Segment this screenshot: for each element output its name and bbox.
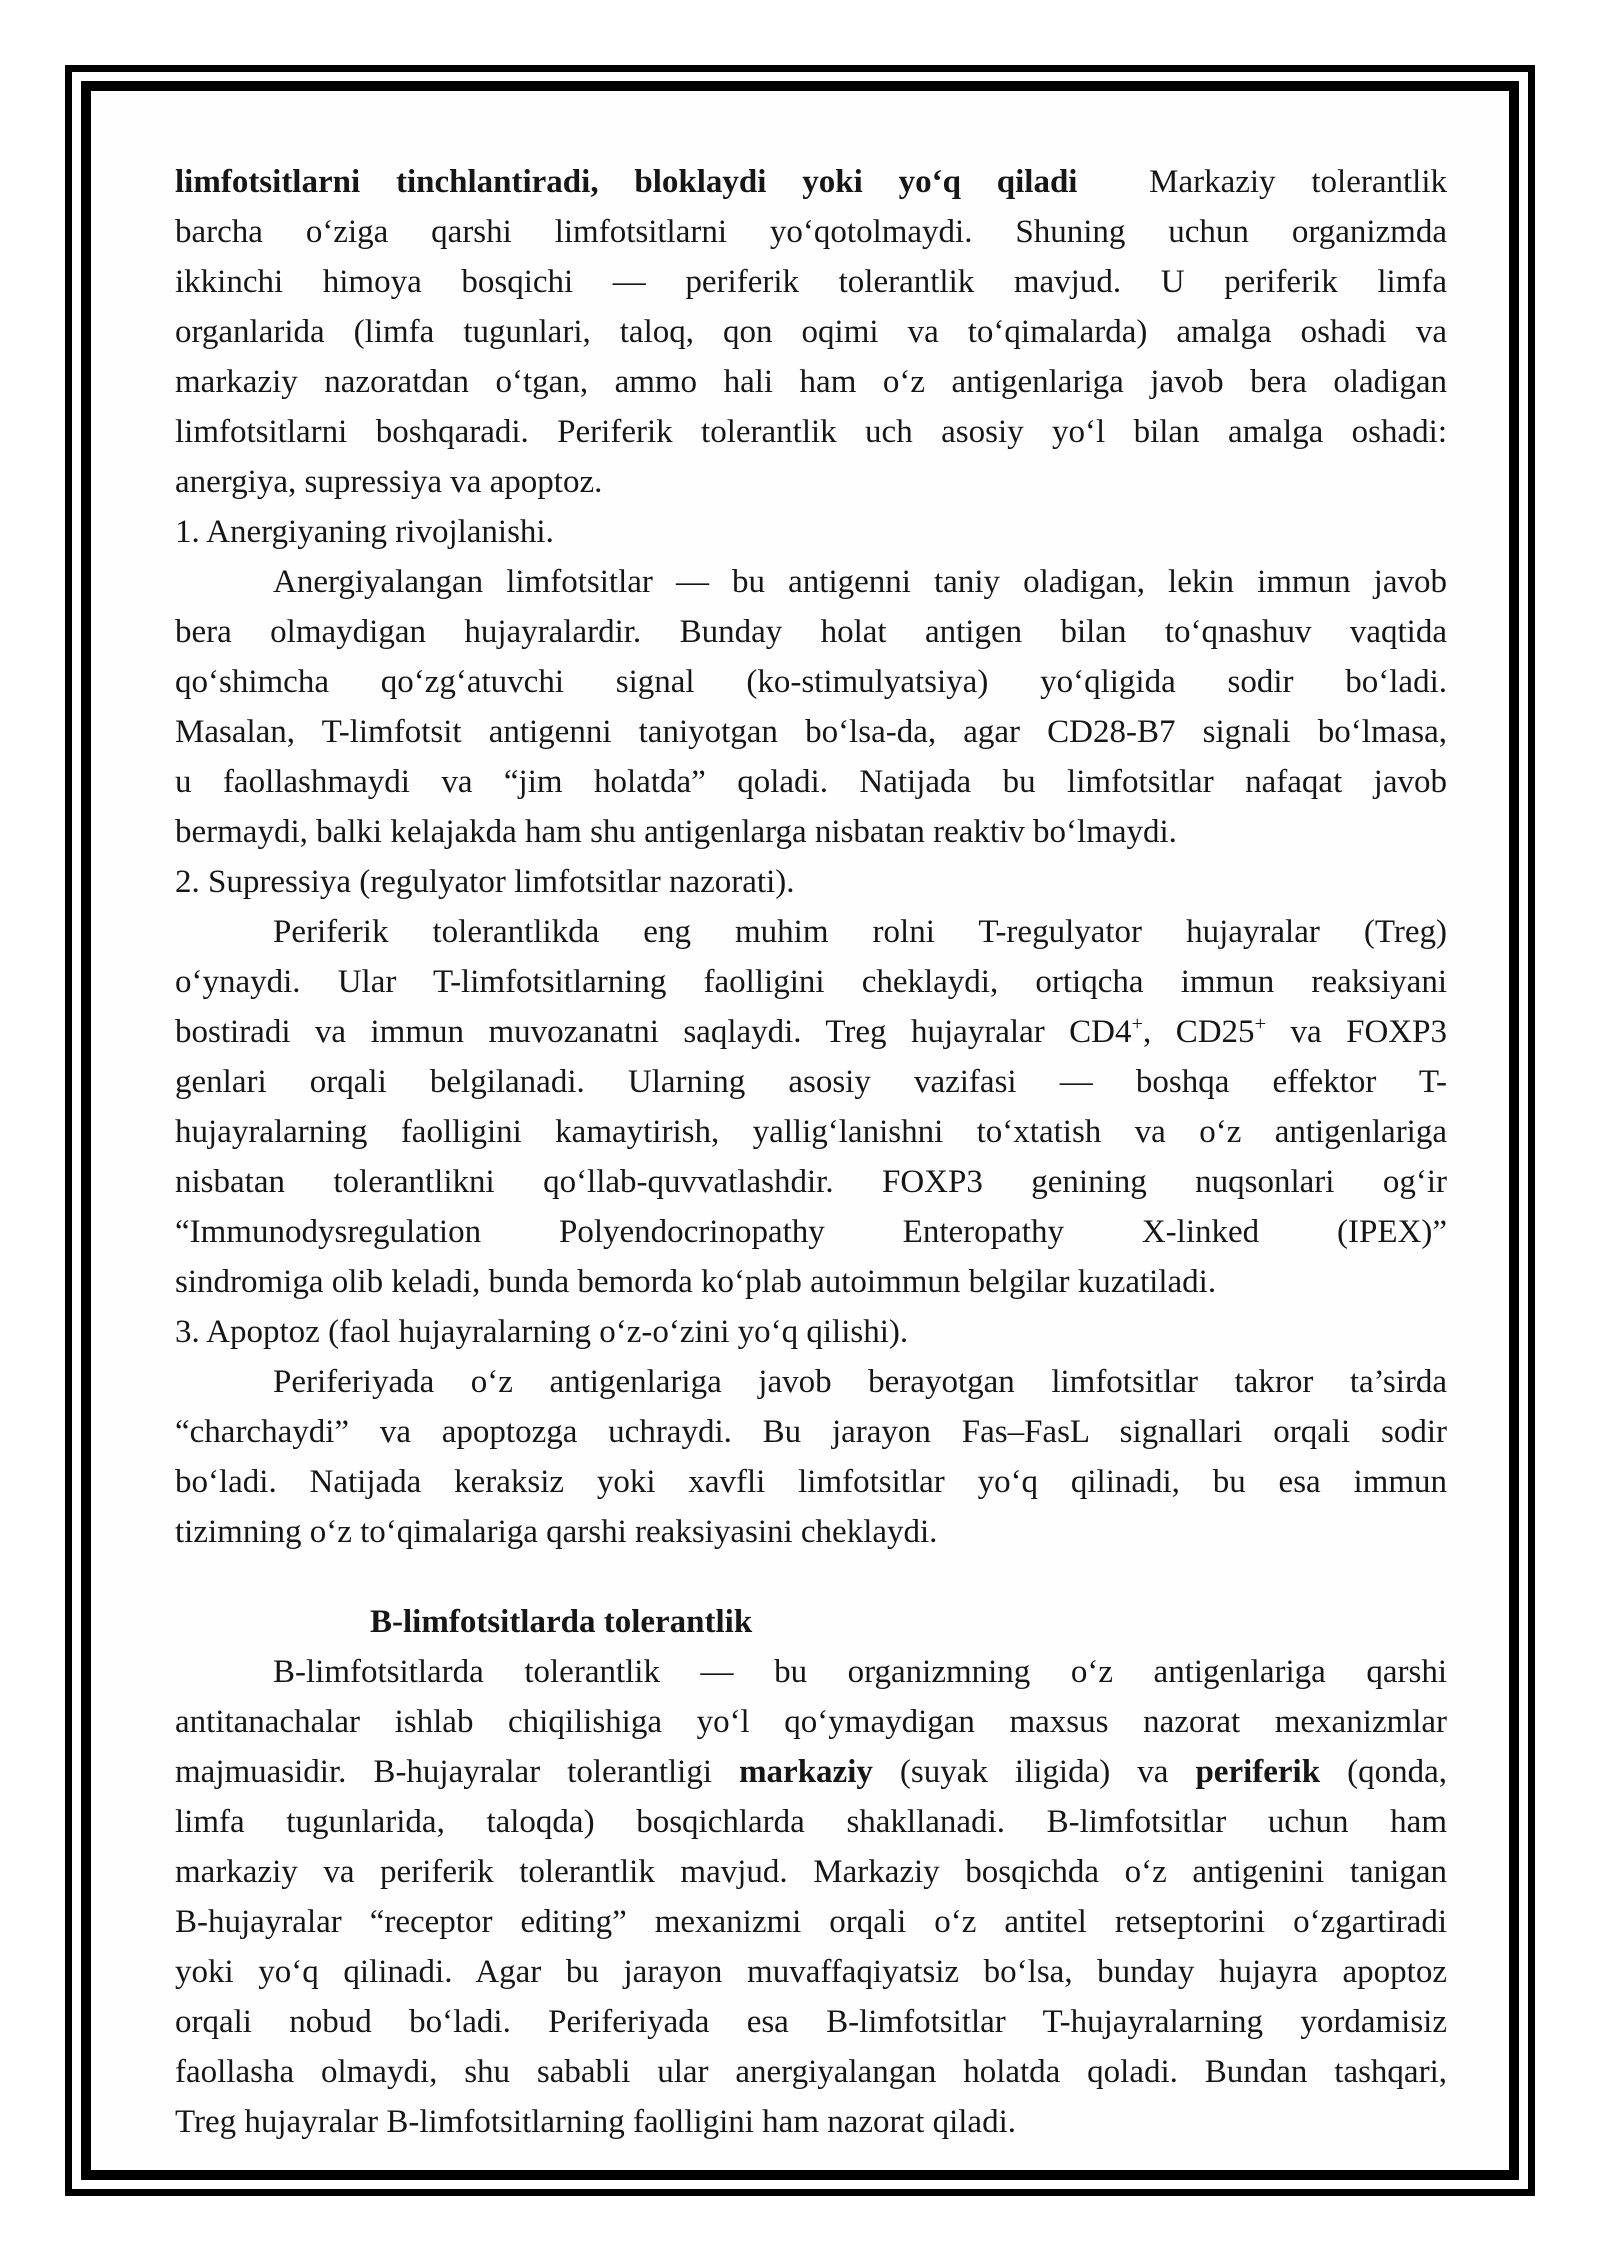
text-run: Periferik tolerantlikda eng muhim rolni T-regulyator hujayralar (Treg) [273,914,1447,950]
text-run: genlari orqali belgilanadi. Ularning asosiy vazifasi — boshqa effektor T- [175,1064,1447,1100]
text-line [175,957,1447,1007]
text-run: limfa tugunlarida, taloqda) bosqichlarda shakllanadi. B-limfotsitlar uchun ham [175,1804,1447,1840]
superscript-run: + [1254,1013,1267,1035]
text-line [175,1107,1447,1157]
text-line [175,307,1447,357]
text-line [175,257,1447,307]
text-run: 2. Supressiya (regulyator limfotsitlar nazorati). [175,864,795,900]
text-line [175,557,1447,607]
text-line [175,1207,1447,1257]
text-run: hujayralarning faolligini kamaytirish, yallig‘lanishni to‘xtatish va o‘z antigenlariga [175,1114,1447,1150]
text-line [175,407,1447,457]
text-line [175,1847,1447,1897]
section-heading [175,1597,1447,1647]
text-run: markaziy va periferik tolerantlik mavjud. Markaziy bosqichda o‘z antigenini tanigan [175,1854,1447,1890]
text-line [175,157,1447,207]
text-line [175,707,1447,757]
text-line [175,1307,1447,1357]
text-line [175,807,1447,857]
text-run: sindromiga olib keladi, bunda bemorda ko‘plab autoimmun belgilar kuzatiladi. [175,1264,1217,1300]
bold-text-run: markaziy [739,1754,873,1790]
text-line [175,1747,1447,1797]
text-run: tizimning o‘z to‘qimalariga qarshi reaksiyasini cheklaydi. [175,1514,938,1550]
blank-line [175,1557,1447,1597]
text-run: anergiya, supressiya va apoptoz. [175,464,603,500]
text-line [175,207,1447,257]
text-run: markaziy nazoratdan o‘tgan, ammo hali ham o‘z antigenlariga javob bera oladigan [175,364,1447,400]
text-line [175,2047,1447,2097]
text-line [175,907,1447,957]
text-run: barcha o‘ziga qarshi limfotsitlarni yo‘qotolmaydi. Shuning uchun organizmda [175,214,1447,250]
text-line [175,1997,1447,2047]
text-run: Periferiyada o‘z antigenlariga javob berayotgan limfotsitlar takror ta’sirda [273,1364,1447,1400]
text-line [175,757,1447,807]
text-run: 1. Anergiyaning rivojlanishi. [175,514,554,550]
text-run: Masalan, T-limfotsit antigenni taniyotgan bo‘lsa-da, agar CD28-B7 signali bo‘lmasa, [175,714,1447,750]
text-run: bostiradi va immun muvozanatni saqlaydi. Treg hujayralar CD4 [175,1014,1132,1050]
text-run: , CD25 [1143,1014,1255,1050]
text-line [175,2097,1447,2147]
text-run: qo‘shimcha qo‘zg‘atuvchi signal (ko-stimulyatsiya) yo‘qligida sodir bo‘ladi. [175,664,1447,700]
text-line [175,1007,1447,1057]
text-run: va FOXP3 [1266,1014,1447,1050]
text-line [175,657,1447,707]
text-line [175,1157,1447,1207]
text-line [175,1697,1447,1747]
text-line [175,457,1447,507]
text-run: nisbatan tolerantlikni qo‘llab-quvvatlashdir. FOXP3 genining nuqsonlari og‘ir [175,1164,1447,1200]
bold-text-run: limfotsitlarni tinchlantiradi, bloklaydi yoki yo‘q qiladi [175,164,1078,200]
text-run: (qonda, [1320,1754,1447,1790]
bold-text-run: periferik [1195,1754,1321,1790]
superscript-run: + [1131,1013,1144,1035]
text-run: (suyak iligida) va [872,1754,1196,1790]
text-run: limfotsitlarni boshqaradi. Periferik tolerantlik uch asosiy yo‘l bilan amalga oshadi: [175,414,1447,450]
text-line [175,1897,1447,1947]
text-run: faollasha olmaydi, shu sababli ular anergiyalangan holatda qoladi. Bundan tashqari, [175,2054,1447,2090]
text-run: bermaydi, balki kelajakda ham shu antigenlarga nisbatan reaktiv bo‘lmaydi. [175,814,1177,850]
text-run: Anergiyalangan limfotsitlar — bu antigenni taniy oladigan, lekin immun javob [273,564,1447,600]
text-run: bera olmaydigan hujayralardir. Bunday holat antigen bilan to‘qnashuv vaqtida [175,614,1447,650]
bold-text-run: B-limfotsitlarda tolerantlik [370,1604,753,1640]
text-run: “Immunodysregulation Polyendocrinopathy Enteropathy X-linked (IPEX)” [175,1214,1447,1250]
text-line [175,1257,1447,1307]
text-run: ikkinchi himoya bosqichi — periferik tolerantlik mavjud. U periferik limfa [175,264,1447,300]
text-run: o‘ynaydi. Ular T-limfotsitlarning faolligini cheklaydi, ortiqcha immun reaksiyani [175,964,1447,1000]
text-line [175,1797,1447,1847]
text-run: orqali nobud bo‘ladi. Periferiyada esa B-limfotsitlar T-hujayralarning yordamisiz [175,2004,1447,2040]
text-run: Markaziy tolerantlik [1077,164,1447,200]
text-line [175,1947,1447,1997]
text-run: B-limfotsitlarda tolerantlik — bu organizmning o‘z antigenlariga qarshi [273,1654,1447,1690]
text-line [175,1407,1447,1457]
text-run: “charchaydi” va apoptozga uchraydi. Bu jarayon Fas–FasL signallari orqali sodir [175,1414,1447,1450]
text-line [175,607,1447,657]
text-run: bo‘ladi. Natijada keraksiz yoki xavfli limfotsitlar yo‘q qilinadi, bu esa immun [175,1464,1447,1500]
text-line [175,357,1447,407]
text-run: majmuasidir. B-hujayralar tolerantligi [175,1754,740,1790]
text-line [175,1357,1447,1407]
text-line [175,1647,1447,1697]
text-run: Treg hujayralar B-limfotsitlarning faolligini ham nazorat qiladi. [175,2104,1017,2140]
text-line [175,1057,1447,1107]
text-run: 3. Apoptoz (faol hujayralarning o‘z-o‘zini yo‘q qilishi). [175,1314,909,1350]
text-line [175,1507,1447,1557]
text-block [175,157,1447,2147]
text-run: antitanachalar ishlab chiqilishiga yo‘l qo‘ymaydigan maxsus nazorat mexanizmlar [175,1704,1447,1740]
text-run: u faollashmaydi va “jim holatda” qoladi. Natijada bu limfotsitlar nafaqat javob [175,764,1447,800]
text-line [175,1457,1447,1507]
text-run: organlarida (limfa tugunlari, taloq, qon oqimi va to‘qimalarda) amalga oshadi va [175,314,1447,350]
text-line [175,857,1447,907]
text-run: B-hujayralar “receptor editing” mexanizmi orqali o‘z antitel retseptorini o‘zgartiradi [175,1904,1447,1940]
text-run: yoki yo‘q qilinadi. Agar bu jarayon muvaffaqiyatsiz bo‘lsa, bunday hujayra apoptoz [175,1954,1447,1990]
text-line [175,507,1447,557]
